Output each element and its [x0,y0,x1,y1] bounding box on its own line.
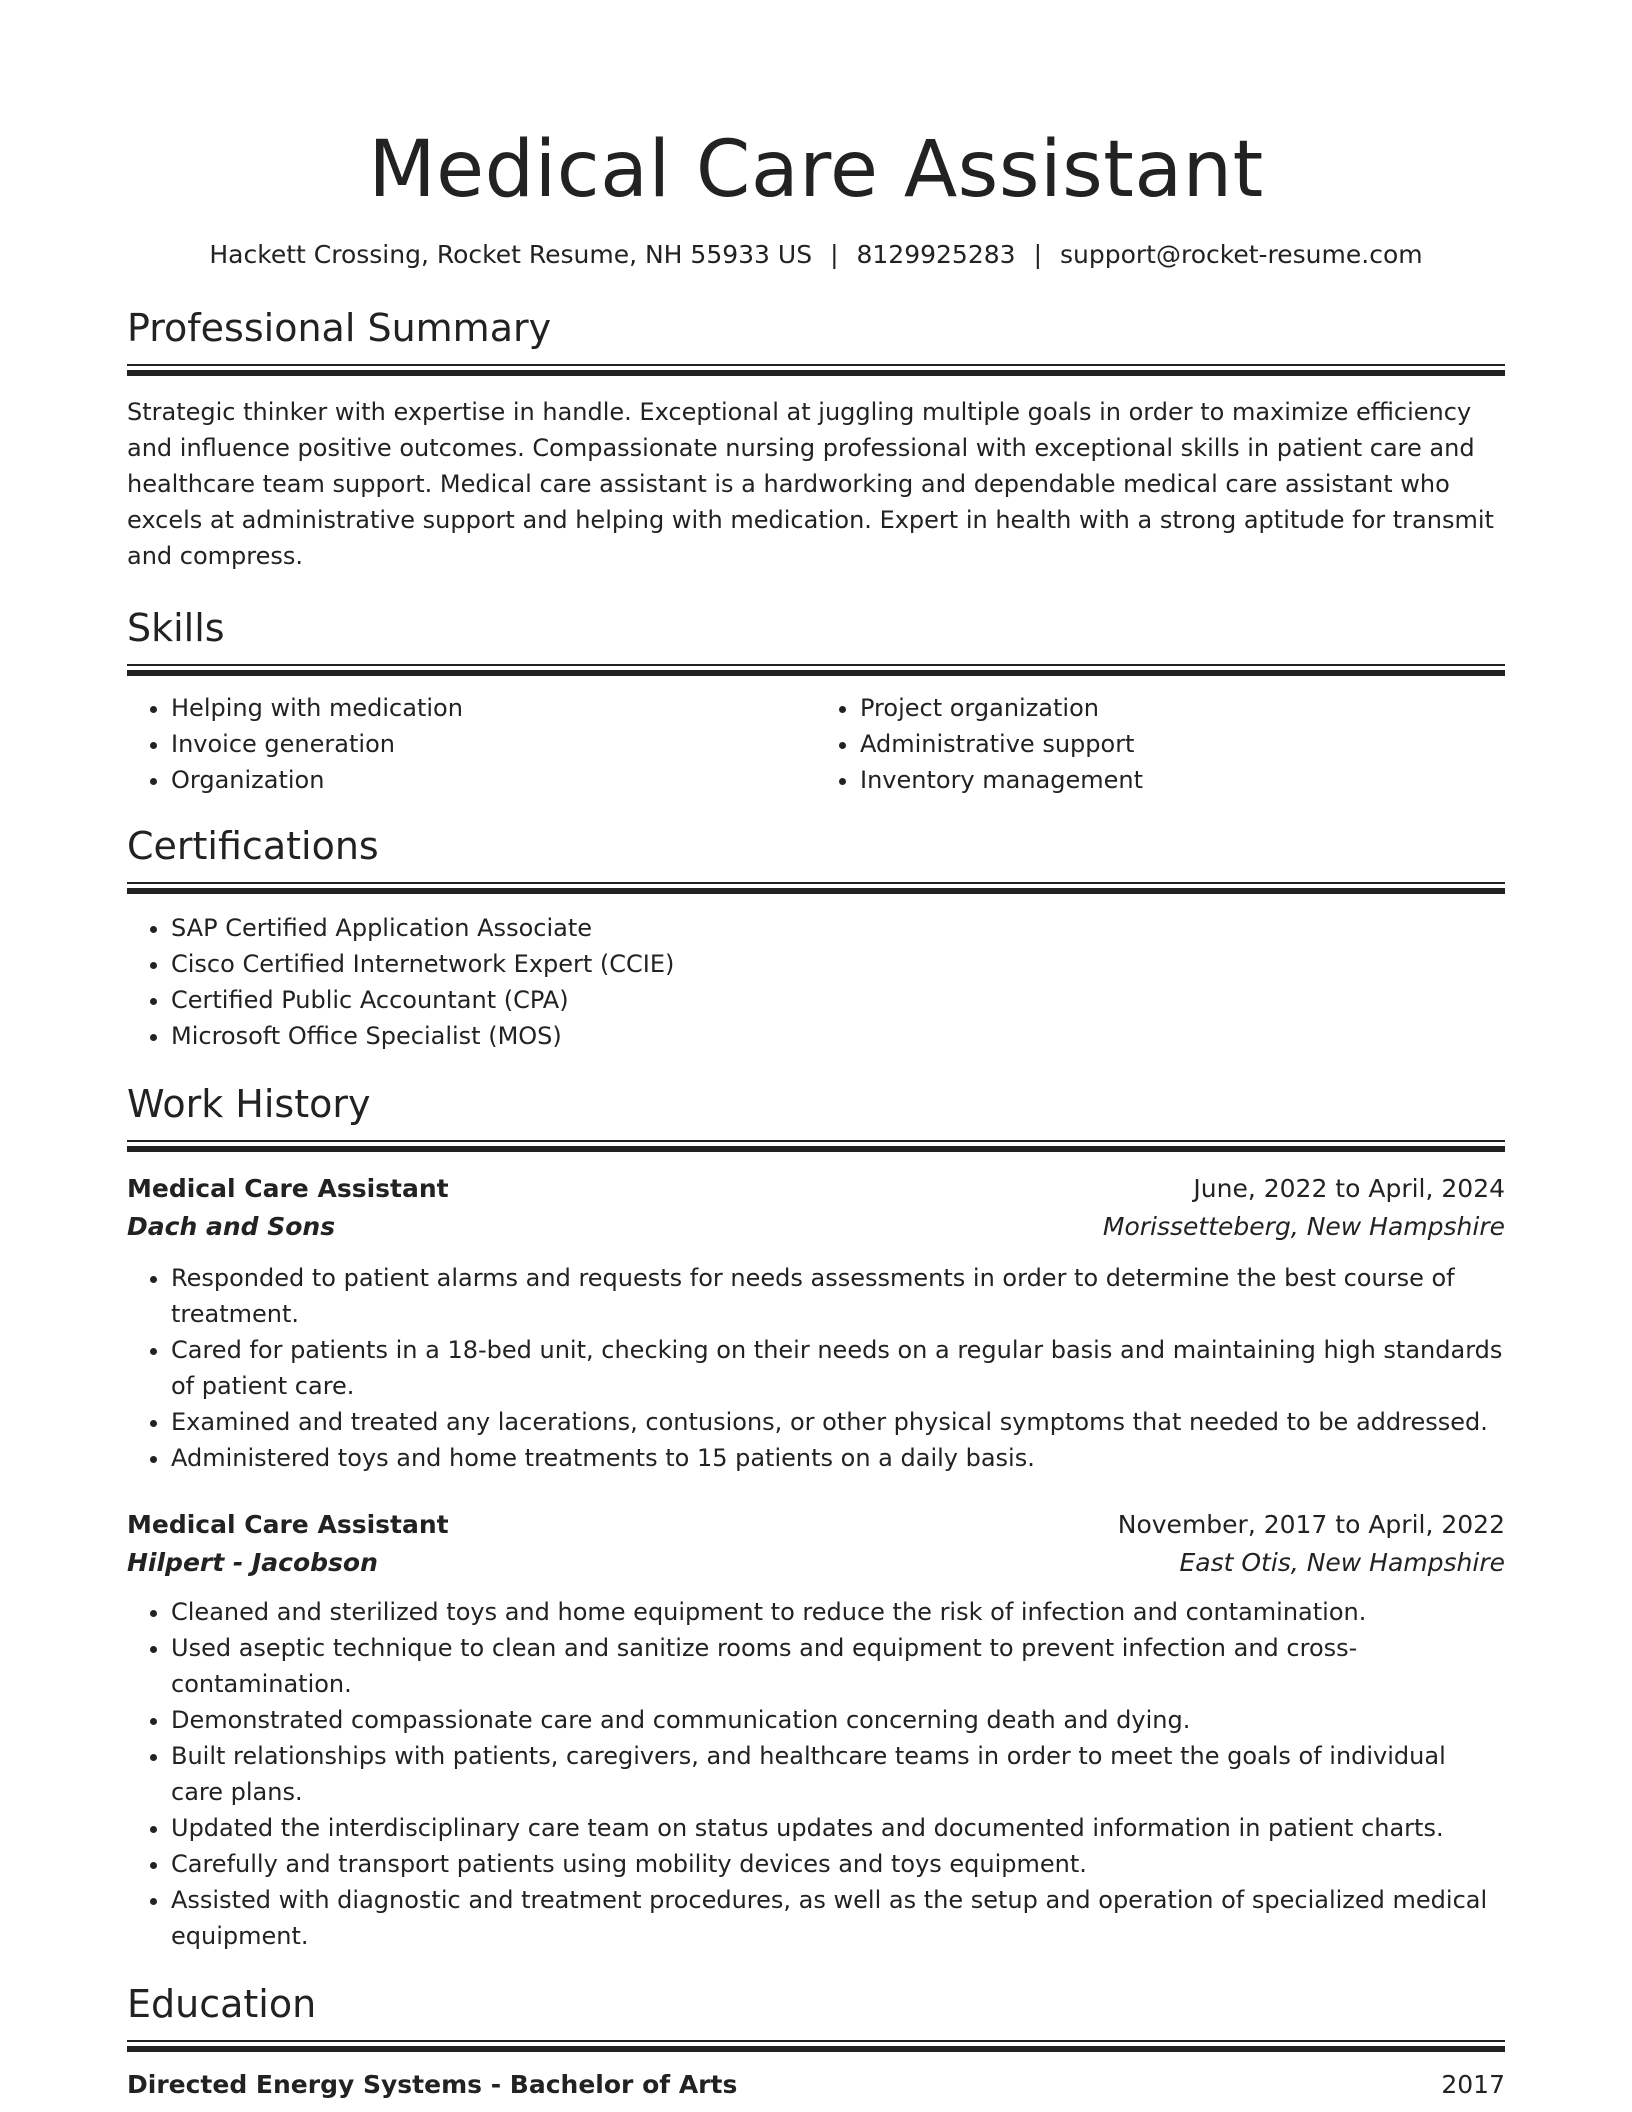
job-bullet: • Responded to patient alarms and requests for needs assessments in order to determine the best course of treatment. [171,1260,1505,1332]
section-title-skills: Skills [127,606,225,650]
skills-section [127,604,1505,798]
education-entry [127,2066,1505,2104]
skill-item: • Inventory management [860,762,1505,798]
skill-item: • Project organization [860,690,1505,726]
skills-list-right [816,690,1505,798]
job-bullets [127,1260,1505,1476]
section-divider [127,364,1505,376]
skills-list-left [127,690,816,798]
contact-separator: | [1033,240,1042,269]
certifications-section [127,822,1505,1054]
summary-section [127,304,1505,574]
job-header [127,1170,1505,1208]
job-company: Dach and Sons [127,1212,336,1241]
job-bullet: • Built relationships with patients, caregivers, and healthcare teams in order to meet the goals of individual care plans. [171,1738,1505,1810]
contact-address: Hackett Crossing, Rocket Resume, NH 55933 US [209,240,813,269]
skill-item: • Helping with medication [171,690,816,726]
job-bullets [127,1594,1505,1954]
summary-text: Strategic thinker with expertise in handle. Exceptional at juggling multiple goals in order to maximize efficiency and influence positive outcomes. Compassionate nursing professional with exceptional skills in patient care and healthcare team support. Medical care assistant is a hardworking and dependable medical care assistant who excels at administrative support and helping with medication. Expert in health with a strong aptitude for transmit and compress. [127,398,1494,570]
section-divider [127,1140,1505,1152]
skills-grid [127,690,1505,798]
job-bullet: • Updated the interdisciplinary care team on status updates and documented information in patient charts. [171,1810,1505,1846]
job-bullet: • Used aseptic technique to clean and sanitize rooms and equipment to prevent infection and cross-contamination. [171,1630,1505,1702]
education-year: 2017 [1441,2070,1505,2099]
job-dates: November, 2017 to April, 2022 [1117,1510,1505,1539]
section-title-certifications: Certifications [127,824,379,868]
job-subheader [127,1544,1505,1582]
job-location: East Otis, New Hampshire [1179,1548,1505,1577]
job-bullet: • Carefully and transport patients using mobility devices and toys equipment. [171,1846,1505,1882]
section-title-summary: Professional Summary [127,306,552,350]
job-dates: June, 2022 to April, 2024 [1193,1174,1505,1203]
section-title-work-history: Work History [127,1082,371,1126]
job-bullet: • Administered toys and home treatments to 15 patients on a daily basis. [171,1440,1505,1476]
skill-item: • Administrative support [860,726,1505,762]
job-bullet: • Cared for patients in a 18-bed unit, checking on their needs on a regular basis and maintaining high standards of patient care. [171,1332,1505,1404]
contact-phone: 8129925283 [856,240,1016,269]
skill-item: • Invoice generation [171,726,816,762]
section-divider [127,2040,1505,2052]
education-section [127,1980,1505,2104]
certification-item: • SAP Certified Application Associate [171,910,1505,946]
section-title-education: Education [127,1982,317,2026]
contact-email[interactable]: support@rocket-resume.com [1060,240,1423,269]
job-bullet: • Examined and treated any lacerations, contusions, or other physical symptoms that needed to be addressed. [171,1404,1505,1440]
certification-item: • Microsoft Office Specialist (MOS) [171,1018,1505,1054]
job-entry [127,1170,1505,1476]
job-header [127,1506,1505,1544]
certifications-list [127,910,1505,1054]
section-divider [127,882,1505,894]
certification-item: • Certified Public Accountant (CPA) [171,982,1505,1018]
certification-item: • Cisco Certified Internetwork Expert (CCIE) [171,946,1505,982]
job-subheader [127,1208,1505,1246]
resume-name: Medical Care Assistant [368,125,1264,215]
job-title: Medical Care Assistant [127,1510,449,1539]
section-divider [127,664,1505,676]
job-location: Morissetteberg, New Hampshire [1102,1212,1505,1241]
job-title: Medical Care Assistant [127,1174,449,1203]
job-bullet: • Cleaned and sterilized toys and home equipment to reduce the risk of infection and contamination. [171,1594,1505,1630]
education-degree: Directed Energy Systems - Bachelor of Arts [127,2070,738,2099]
skill-item: • Organization [171,762,816,798]
work-history-section [127,1080,1505,1954]
job-bullet: • Demonstrated compassionate care and communication concerning death and dying. [171,1702,1505,1738]
job-bullet: • Assisted with diagnostic and treatment procedures, as well as the setup and operation of specialized medical equipment. [171,1882,1505,1954]
contact-line [127,238,1505,272]
job-entry [127,1506,1505,1954]
job-company: Hilpert - Jacobson [127,1548,378,1577]
contact-separator: | [830,240,839,269]
